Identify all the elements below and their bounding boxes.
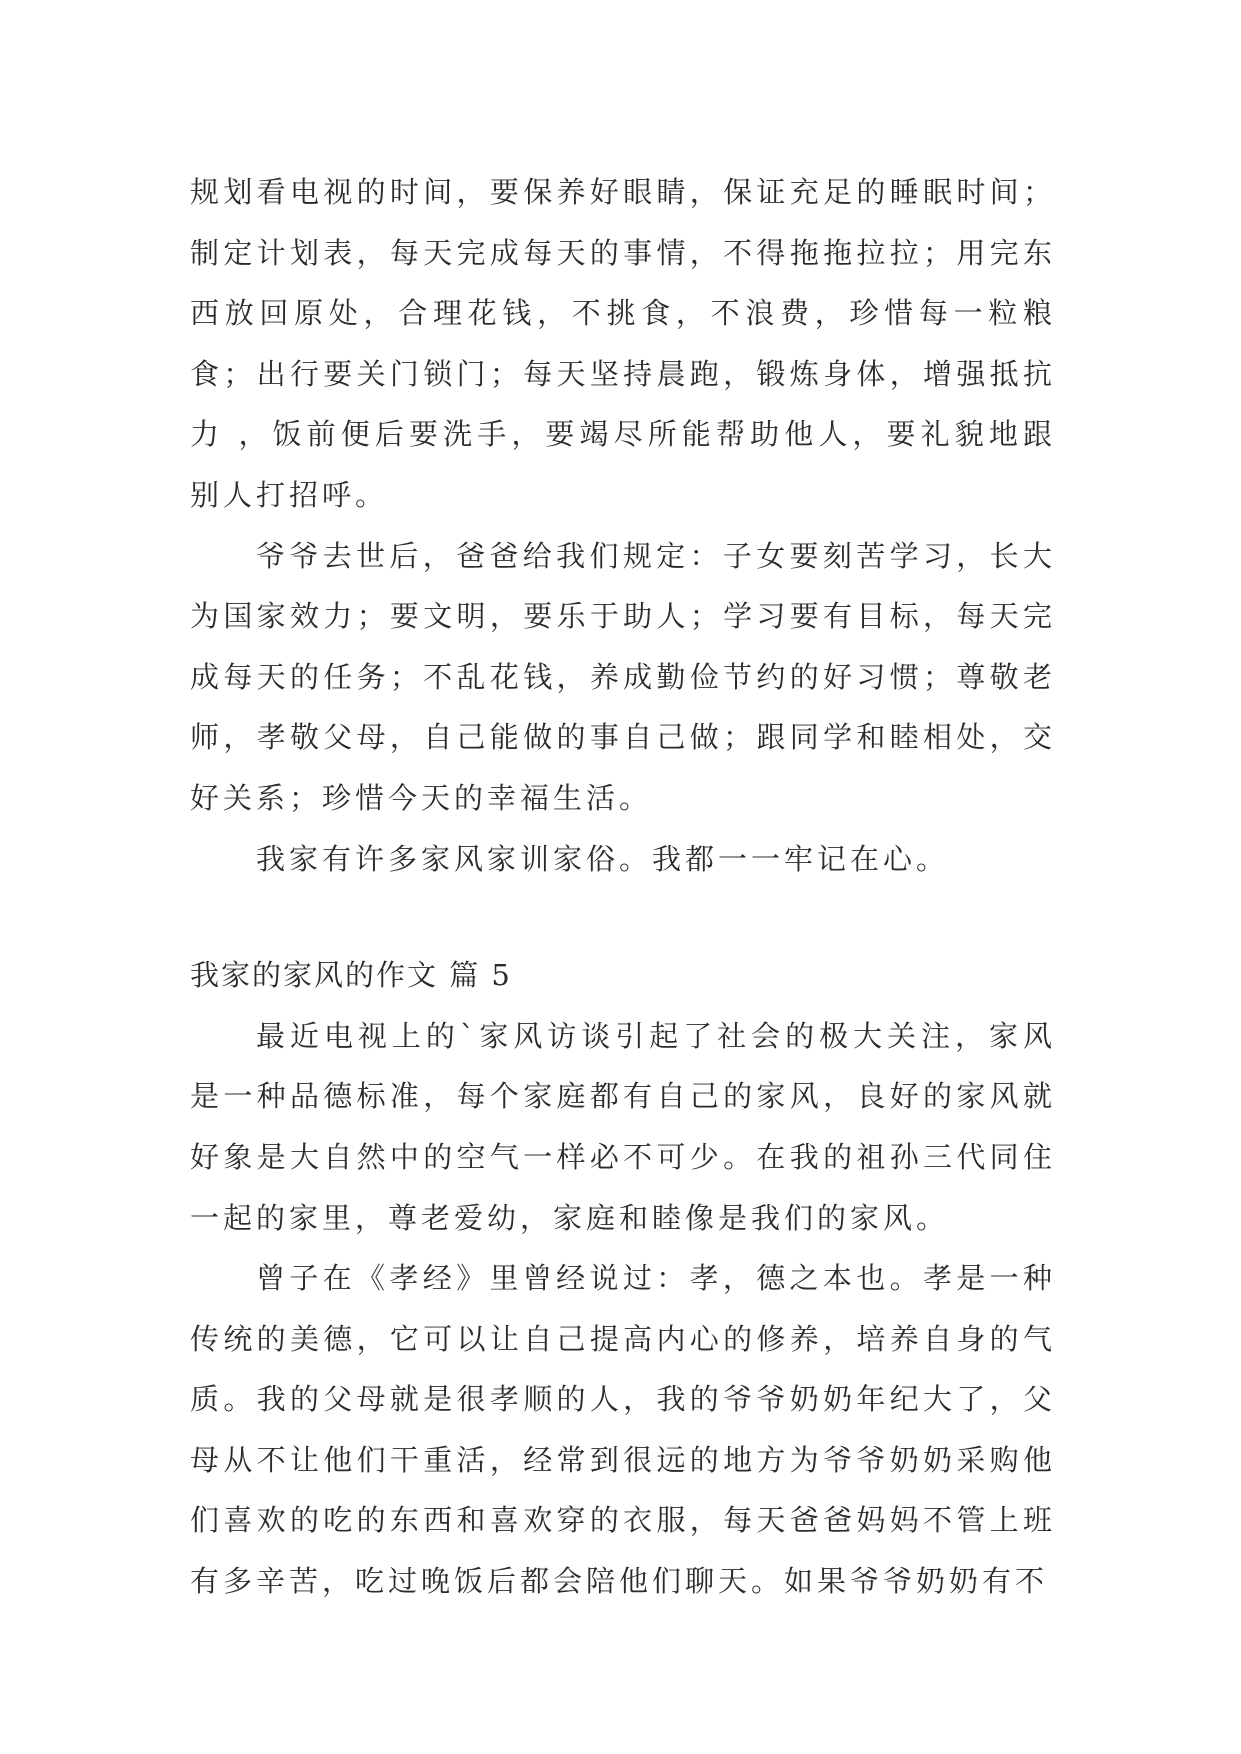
paragraph-conclusion: 我家有许多家风家训家俗。我都一一牢记在心。 <box>256 841 950 876</box>
paragraph-grandfather-rules: 爷爷去世后，爸爸给我们规定：子女要刻苦学习，长大为国家效力；要文明，要乐于助人；学习要有目标，每天完成每天的任务；不乱花钱，养成勤俭节约的好习惯；尊敬老师，孝敬父母，自己能做的事自己做；跟同学和睦相处，交好关系；珍惜今天的幸福生活。 <box>190 538 1056 815</box>
paragraph-intro: 最近电视上的`家风访谈引起了社会的极大关注，家风是一种品德标准，每个家庭都有自己的家风，良好的家风就好象是大自然中的空气一样必不可少。在我的祖孙三代同住一起的家里，尊老爱幼，家庭和睦像是我们的家风。 <box>190 1018 1056 1235</box>
paragraph-filial-piety: 曾子在《孝经》里曾经说过：孝，德之本也。孝是一种传统的美德，它可以让自己提高内心的修养，培养自身的气质。我的父母就是很孝顺的人，我的爷爷奶奶年纪大了，父母从不让他们干重活，经常到很远的地方为爷爷奶奶采购他们喜欢的吃的东西和喜欢穿的衣服，每天爸爸妈妈不管上班有多辛苦，吃过晚饭后都会陪他们聊天。如果爷爷奶奶有不 <box>190 1261 1056 1599</box>
section-heading: 我家的家风的作文 篇 5 <box>190 958 512 993</box>
document-body <box>190 162 1056 1612</box>
paragraph-continued: 规划看电视的时间，要保养好眼睛，保证充足的睡眠时间；制定计划表，每天完成每天的事情，不得拖拖拉拉；用完东西放回原处，合理花钱，不挑食，不浪费，珍惜每一粒粮食；出行要关门锁门；每天坚持晨跑，锻炼身体，增强抵抗力 ，饭前便后要洗手，要竭尽所能帮助他人，要礼貌地跟别人打招呼。 <box>190 175 1056 512</box>
